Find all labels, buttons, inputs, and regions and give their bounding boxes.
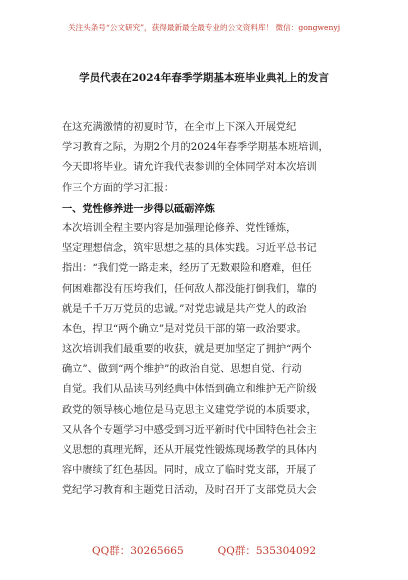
qq-group-footer: [0, 543, 408, 558]
section-heading: 一、党性修养进一步得以砥砺淬炼: [62, 202, 215, 215]
body-line: 又从各个专题学习中感受到习近平新时代中国特色社会主: [62, 424, 317, 436]
body-line: 今天即将毕业。请允许我代表参训的全体同学对本次培训: [62, 162, 317, 174]
qq-group-right: QQ群：535304092: [217, 545, 316, 557]
body-line: 这次培训我们最重要的收获，就是更加坚定了拥护“两个: [62, 344, 312, 356]
body-line: 自觉。我们从品读马列经典中体悟到确立和维护无产阶级: [62, 384, 317, 396]
body-line: 容中赓续了红色基因。同时，成立了临时党支部，开展了: [62, 465, 317, 477]
qq-group-left: QQ群：30265665: [91, 545, 184, 557]
body-line: 本色，捍卫“两个确立”是对党员干部的第一政治要求。: [62, 323, 307, 335]
body-line: 坚定理想信念，筑牢思想之基的具体实践。习近平总书记: [62, 243, 317, 255]
document-body: [62, 118, 348, 502]
body-line: 本次培训全程主要内容是加强理论修养、党性锤炼，: [62, 222, 297, 234]
body-line: 作三个方面的学习汇报：: [62, 182, 175, 194]
body-line: 政党的领导核心地位是马克思主义建党学说的本质要求，: [62, 404, 317, 416]
body-line: 学习教育之际，为期2个月的2024年春季学期基本班培训，: [62, 142, 329, 154]
body-line: 就是千千万万党员的忠诚。”对党忠诚是共产党人的政治: [62, 303, 307, 315]
document-title: 学员代表在2024年春季学期基本班毕业典礼上的发言: [79, 72, 329, 84]
body-line: 在这充满激情的初夏时节，在全市上下深入开展党纪: [62, 122, 297, 133]
body-line: 确立”、做到“两个维护”的政治自觉、思想自觉、行动: [62, 364, 302, 376]
body-line: 党纪学习教育和主题党日活动，及时召开了支部党员大会: [62, 485, 317, 497]
body-line: 指出：“我们党一路走来，经历了无数艰险和磨难，但任: [62, 263, 312, 275]
body-line: 何困难都没有压垮我们，任何敌人都没能打倒我们，靠的: [62, 283, 317, 295]
wechat-promo-banner: 关注头条号“公文研究”，获得最新最全最专业的公文资料库！ 微信：gongwenyj: [67, 23, 341, 32]
body-line: 义思想的真理光辉，还从开展党性锻炼现场教学的具体内: [62, 445, 317, 456]
